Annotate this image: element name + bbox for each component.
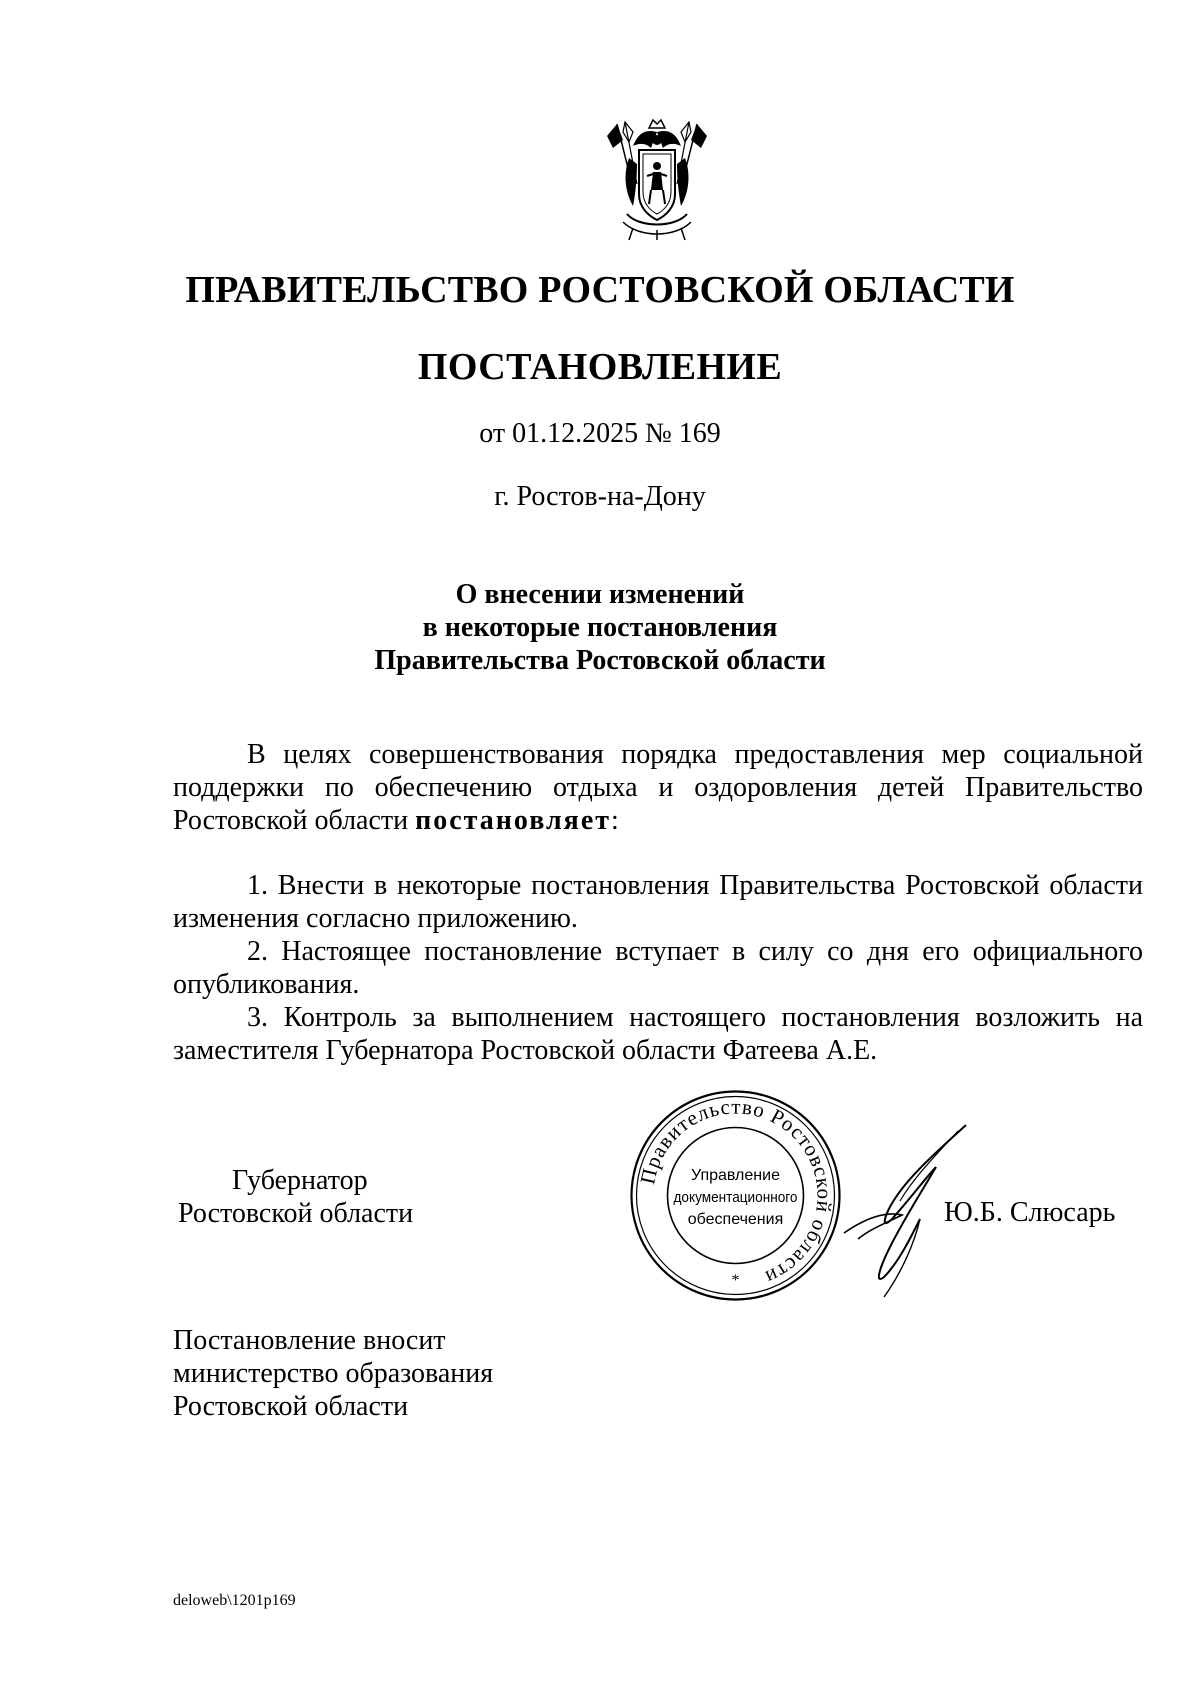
- resolution-keyword: постановляет: [415, 805, 612, 836]
- subject-line: О внесении изменений: [455, 579, 745, 610]
- document-city: г. Ростов-на-Дону: [494, 481, 706, 512]
- document-subject: [0, 578, 1200, 677]
- submitted-by-line: министерство образования: [173, 1358, 494, 1389]
- signatory-position-line: Ростовской области: [178, 1198, 414, 1229]
- resolution-item: 3. Контроль за выполнением настоящего постановления возложить на заместителя Губернатора Ростовской области Фатеева А.Е.: [173, 1002, 1143, 1066]
- signatory-position-line: Губернатор: [232, 1165, 368, 1196]
- signer-name: Ю.Б. Слюсарь: [944, 1197, 1116, 1228]
- preamble-colon: :: [611, 805, 619, 836]
- subject-line: Правительства Ростовской области: [374, 645, 826, 676]
- stamp-center-line: Управление: [691, 1167, 780, 1184]
- file-code: deloweb\1201p169: [173, 1592, 296, 1609]
- organization-title: ПРАВИТЕЛЬСТВО РОСТОВСКОЙ ОБЛАСТИ: [185, 269, 1015, 311]
- submitted-by-note: [173, 1324, 673, 1423]
- submitted-by-line: Ростовской области: [173, 1391, 409, 1422]
- document-date-number: от 01.12.2025 № 169: [479, 418, 721, 449]
- subject-line: в некоторые постановления: [422, 612, 778, 643]
- resolution-item: 1. Внести в некоторые постановления Правительства Ростовской области изменения согласно приложению.: [173, 870, 1143, 934]
- stamp-center-line: обеспечения: [687, 1211, 784, 1228]
- document-type-heading: ПОСТАНОВЛЕНИЕ: [417, 346, 783, 388]
- stamp-ring-text: Правительство Ростовской области: [635, 1094, 837, 1291]
- preamble-paragraph: [173, 738, 1143, 837]
- resolution-item: 2. Настоящее постановление вступает в силу со дня его официального опубликования.: [173, 936, 1143, 1000]
- stamp-star: *: [731, 1272, 740, 1289]
- signatory-position: [170, 1164, 470, 1230]
- stamp-center-line: документационного: [673, 1189, 798, 1206]
- official-stamp: [628, 1088, 843, 1303]
- coat-of-arms-emblem: [603, 118, 711, 242]
- submitted-by-line: Постановление вносит: [173, 1325, 446, 1356]
- preamble-text: В целях совершенствования порядка предоставления мер социальной поддержки по обеспечению отдыха и оздоровления детей Правительство Ростовской области: [173, 739, 1143, 836]
